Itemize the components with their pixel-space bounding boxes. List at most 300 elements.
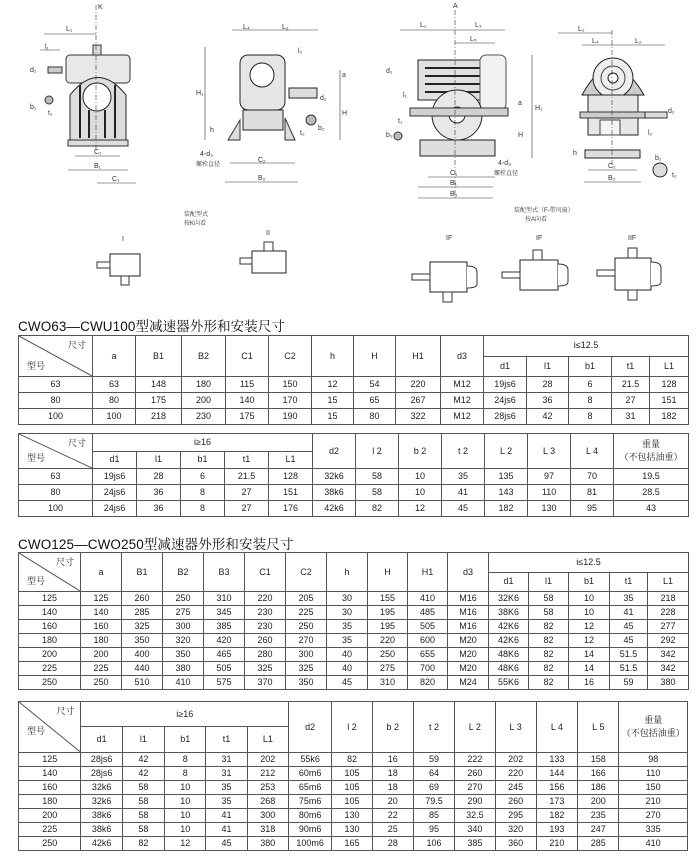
table-cell: M12 xyxy=(441,393,484,409)
label-t1-b: t₁ xyxy=(398,118,403,125)
col-header: B1 xyxy=(122,553,163,592)
table-cell: 700 xyxy=(408,662,448,676)
table-cell: 82 xyxy=(122,837,164,851)
table1-corner-cell xyxy=(19,336,93,377)
table-cell: 82 xyxy=(529,676,569,690)
label-B1-a: B₁ xyxy=(94,163,102,170)
table-cell: 350 xyxy=(122,634,163,648)
table-cell: 300 xyxy=(163,620,204,634)
table-cell: 150 xyxy=(619,781,688,795)
table-cell: 42k6 xyxy=(81,837,122,851)
table-cell: 400 xyxy=(122,648,163,662)
table-cell: 220 xyxy=(368,634,408,648)
table-cell: 90m6 xyxy=(289,823,332,837)
group-header: i≤12.5 xyxy=(489,553,689,573)
model-cell: 250 xyxy=(19,676,81,690)
sub-header: L1 xyxy=(648,572,689,592)
table-cell: 10 xyxy=(165,795,206,809)
sub-header: b1 xyxy=(569,356,612,377)
table-cell: 45 xyxy=(206,837,247,851)
corner-dimension-label: 尺寸 xyxy=(56,706,75,716)
table-cell: 245 xyxy=(495,781,536,795)
corner-dimension-label: 尺寸 xyxy=(67,438,86,448)
table-cell: 176 xyxy=(269,501,313,517)
table-cell: 275 xyxy=(368,662,408,676)
table3-corner-cell xyxy=(19,553,81,592)
table-cell: 12 xyxy=(399,501,442,517)
col-header: L 2 xyxy=(455,702,495,753)
label-H1-b: H₁ xyxy=(535,105,543,112)
label-d3-a: 4-d₃ xyxy=(200,151,213,158)
col-header: l 2 xyxy=(356,434,399,469)
table-cell: 21.5 xyxy=(225,469,269,485)
table-cell: 59 xyxy=(413,753,454,767)
table-cell: 18 xyxy=(372,767,413,781)
table-cell: 38k6 xyxy=(81,823,122,837)
label-L2-d: L₂ xyxy=(578,26,585,33)
table-cell: 82 xyxy=(529,620,569,634)
table-cell: 58 xyxy=(122,809,164,823)
corner-model-label: 型号 xyxy=(27,361,46,371)
label-K: K xyxy=(98,4,103,11)
table-cell: 27 xyxy=(225,485,269,501)
table-cell: 82 xyxy=(529,662,569,676)
label-C2-d: C₂ xyxy=(608,163,616,170)
table-cell: 110 xyxy=(619,767,688,781)
table-cell: 440 xyxy=(122,662,163,676)
table-row xyxy=(19,469,689,485)
table-cell: 105 xyxy=(332,795,372,809)
table-cell: 485 xyxy=(408,606,448,620)
table-row xyxy=(19,501,689,517)
table-cell: 106 xyxy=(413,837,454,851)
label-C2-a: C₂ xyxy=(258,157,266,164)
table-cell: 158 xyxy=(578,753,619,767)
model-cell: 125 xyxy=(19,592,81,606)
table-cell: M24 xyxy=(448,676,489,690)
table-cell: 212 xyxy=(247,767,288,781)
sub-header: t1 xyxy=(610,572,648,592)
table-cell: 27 xyxy=(612,393,650,409)
table-cell: 38K6 xyxy=(489,606,529,620)
label-t2-d: t₂ xyxy=(672,172,677,179)
table-cell: 22 xyxy=(372,809,413,823)
table-cell: 100 xyxy=(93,409,136,425)
table-cell: 250 xyxy=(286,620,327,634)
table-cell: 12 xyxy=(569,620,610,634)
model-cell: 200 xyxy=(19,648,81,662)
table-cell: 320 xyxy=(163,634,204,648)
table-cell: 370 xyxy=(245,676,286,690)
table-cell: 42K6 xyxy=(489,634,529,648)
table-cell: 225 xyxy=(286,606,327,620)
table-row xyxy=(19,409,689,425)
table-cell: 350 xyxy=(286,676,327,690)
table-cell: 43 xyxy=(614,501,689,517)
table2 xyxy=(18,433,689,517)
table-cell: 410 xyxy=(619,837,688,851)
table-cell: 48K6 xyxy=(489,648,529,662)
label-bolt-a: 螺栓直径 xyxy=(196,162,221,168)
table-cell: 42 xyxy=(122,767,164,781)
table-row xyxy=(19,795,688,809)
table-cell: 65m6 xyxy=(289,781,332,795)
weight-label: 重量 xyxy=(644,715,663,725)
weight-note: （不包括油重） xyxy=(621,728,685,738)
table-cell: 342 xyxy=(648,662,689,676)
mount-note-k-1: 装配型式 xyxy=(184,212,209,218)
table-cell: 200 xyxy=(578,795,619,809)
table-cell: 325 xyxy=(122,620,163,634)
table-cell: 51.5 xyxy=(610,662,648,676)
table-cell: 65 xyxy=(354,393,396,409)
sub-header: l1 xyxy=(122,727,164,753)
table-cell: 32.5 xyxy=(455,809,495,823)
table-cell: 247 xyxy=(578,823,619,837)
table-cell: 97 xyxy=(528,469,571,485)
label-d1-a: d₁ xyxy=(30,67,37,74)
table-cell: 35 xyxy=(327,634,368,648)
mounting-diagrams xyxy=(97,242,661,302)
table-cell: 12 xyxy=(312,377,354,393)
table-cell: 41 xyxy=(610,606,648,620)
table-cell: 410 xyxy=(163,676,204,690)
label-C1-a: C₁ xyxy=(94,149,102,156)
table-cell: M12 xyxy=(441,377,484,393)
table3-title: CWO125—CWO250型减速器外形和安装尺寸 xyxy=(18,537,294,552)
table-cell: 28js6 xyxy=(81,753,122,767)
table-cell: 218 xyxy=(136,409,182,425)
table-cell: 10 xyxy=(569,606,610,620)
table-cell: 505 xyxy=(204,662,245,676)
table-cell: 228 xyxy=(648,606,689,620)
col-header: L 3 xyxy=(495,702,536,753)
table-cell: 19.5 xyxy=(614,469,689,485)
table-cell: 166 xyxy=(578,767,619,781)
table-row xyxy=(19,634,689,648)
mount-label-II: II xyxy=(266,230,270,237)
table-cell: 64 xyxy=(413,767,454,781)
sub-header: b1 xyxy=(165,727,206,753)
label-d3-b: 4-d₃ xyxy=(498,160,511,167)
table-cell: 655 xyxy=(408,648,448,662)
table-row xyxy=(19,648,689,662)
table-cell: 18 xyxy=(372,781,413,795)
table-cell: 15 xyxy=(312,409,354,425)
table-cell: 58 xyxy=(122,823,164,837)
label-L1-b: L₁ xyxy=(420,22,427,29)
sub-header: L1 xyxy=(247,727,288,753)
table-cell: 128 xyxy=(269,469,313,485)
sub-header: l1 xyxy=(137,451,181,469)
table-cell: 80 xyxy=(93,393,136,409)
table-cell: 36 xyxy=(137,485,181,501)
table-cell: 235 xyxy=(578,809,619,823)
technical-drawings xyxy=(0,0,700,305)
table-cell: 80m6 xyxy=(289,809,332,823)
table-cell: 69 xyxy=(413,781,454,795)
drawing-side-view-small xyxy=(205,30,340,182)
table-cell: 218 xyxy=(648,592,689,606)
table-cell: 75m6 xyxy=(289,795,332,809)
col-header: a xyxy=(81,553,122,592)
model-cell: 80 xyxy=(19,485,93,501)
table-cell: 310 xyxy=(368,676,408,690)
table-cell: 200 xyxy=(182,393,226,409)
sub-header: l1 xyxy=(527,356,569,377)
table4-corner-cell xyxy=(19,702,81,753)
table-cell: 58 xyxy=(122,781,164,795)
table-row xyxy=(19,592,689,606)
table-cell: 420 xyxy=(204,634,245,648)
model-cell: 160 xyxy=(19,620,81,634)
table-cell: 41 xyxy=(206,823,247,837)
weight-header xyxy=(619,702,688,753)
table-cell: 320 xyxy=(495,823,536,837)
table-cell: 55K6 xyxy=(489,676,529,690)
table-cell: 35 xyxy=(442,469,485,485)
mount-label-IIF: IF xyxy=(536,235,543,242)
table-cell: 31 xyxy=(206,767,247,781)
table-cell: 222 xyxy=(455,753,495,767)
table-cell: 24js6 xyxy=(93,501,137,517)
table-cell: 151 xyxy=(650,393,689,409)
sub-header: L1 xyxy=(650,356,689,377)
drawing-side-view-large xyxy=(558,30,667,182)
label-bolt-b: 螺栓直径 xyxy=(494,171,519,177)
model-cell: 125 xyxy=(19,753,81,767)
model-cell: 180 xyxy=(19,634,81,648)
table-cell: 28js6 xyxy=(81,767,122,781)
table-cell: 105 xyxy=(332,781,372,795)
table-cell: 575 xyxy=(204,676,245,690)
table-cell: 230 xyxy=(245,620,286,634)
col-header: B3 xyxy=(204,553,245,592)
table-cell: 19js6 xyxy=(93,469,137,485)
table-cell: 20 xyxy=(372,795,413,809)
label-b2-d: b₂ xyxy=(655,155,662,162)
weight-note: （不包括油重） xyxy=(619,452,683,462)
label-b2-a: b₂ xyxy=(318,125,325,132)
col-header: B1 xyxy=(136,336,182,377)
table-row xyxy=(19,767,688,781)
label-H1-a: H₁ xyxy=(196,90,204,97)
corner-model-label: 型号 xyxy=(27,726,46,736)
table-cell: 345 xyxy=(204,606,245,620)
table-cell: 151 xyxy=(269,485,313,501)
table-cell: 285 xyxy=(122,606,163,620)
table-cell: 30 xyxy=(327,592,368,606)
table-cell: 38k6 xyxy=(313,485,356,501)
table-cell: 8 xyxy=(181,501,225,517)
sub-header: d1 xyxy=(93,451,137,469)
table1 xyxy=(18,335,689,425)
table-cell: 38k6 xyxy=(81,809,122,823)
table-cell: 45 xyxy=(327,676,368,690)
table-cell: 105 xyxy=(332,767,372,781)
model-cell: 160 xyxy=(19,781,81,795)
table-cell: 193 xyxy=(536,823,577,837)
table1-title: CWO63—CWU100型减速器外形和安装尺寸 xyxy=(18,319,286,334)
table-cell: 98 xyxy=(619,753,688,767)
table-cell: 8 xyxy=(569,409,612,425)
col-header: L 3 xyxy=(528,434,571,469)
table-cell: M16 xyxy=(448,620,489,634)
table-cell: 15 xyxy=(312,393,354,409)
label-b1-a: b₁ xyxy=(30,104,37,111)
group-header: i≥16 xyxy=(93,434,313,452)
sub-header: t1 xyxy=(206,727,247,753)
table-row xyxy=(19,620,689,634)
table-cell: 35 xyxy=(327,620,368,634)
table-cell: 410 xyxy=(408,592,448,606)
col-header: H xyxy=(368,553,408,592)
table-cell: 35 xyxy=(610,592,648,606)
table-cell: 32k6 xyxy=(81,781,122,795)
table-cell: 36 xyxy=(527,393,569,409)
model-cell: 80 xyxy=(19,393,93,409)
mount-label-IF: IF xyxy=(446,235,453,242)
model-cell: 180 xyxy=(19,795,81,809)
table-cell: 35 xyxy=(206,795,247,809)
label-H-b: H xyxy=(518,132,524,139)
table-cell: 42 xyxy=(122,753,164,767)
table-cell: 58 xyxy=(356,485,399,501)
table-cell: 173 xyxy=(536,795,577,809)
table-cell: 42k6 xyxy=(313,501,356,517)
table4 xyxy=(18,701,688,851)
table-cell: 51.5 xyxy=(610,648,648,662)
col-header: t 2 xyxy=(442,434,485,469)
table-cell: 186 xyxy=(578,781,619,795)
table-cell: 28 xyxy=(372,837,413,851)
table-cell: 100m6 xyxy=(289,837,332,851)
table-cell: M20 xyxy=(448,634,489,648)
label-B2-d: B₂ xyxy=(608,175,616,182)
table-row xyxy=(19,753,688,767)
table-cell: 230 xyxy=(245,606,286,620)
table-cell: 260 xyxy=(245,634,286,648)
table-cell: 32k6 xyxy=(81,795,122,809)
model-cell: 100 xyxy=(19,409,93,425)
table-cell: 130 xyxy=(332,809,372,823)
table-cell: 80 xyxy=(354,409,396,425)
table-cell: 210 xyxy=(536,837,577,851)
table-cell: 95 xyxy=(571,501,614,517)
table-cell: 45 xyxy=(610,620,648,634)
table-cell: 85 xyxy=(413,809,454,823)
table-cell: 10 xyxy=(399,485,442,501)
label-h-d: h xyxy=(573,150,577,157)
label-t1-a: t₁ xyxy=(48,110,53,117)
table-row xyxy=(19,781,688,795)
sub-header: l1 xyxy=(529,572,569,592)
table-cell: M20 xyxy=(448,648,489,662)
weight-label: 重量 xyxy=(642,439,661,449)
table-cell: 31 xyxy=(612,409,650,425)
label-C1-c: C₁ xyxy=(450,170,458,177)
label-B1-c: B₁ xyxy=(450,180,458,187)
table-cell: 25 xyxy=(372,823,413,837)
table-cell: 135 xyxy=(485,469,528,485)
corner-model-label: 型号 xyxy=(27,453,46,463)
table-cell: 133 xyxy=(536,753,577,767)
table-cell: 250 xyxy=(81,676,122,690)
label-t2-a: t₂ xyxy=(300,130,305,137)
sub-header: b1 xyxy=(181,451,225,469)
table-cell: 820 xyxy=(408,676,448,690)
table-row xyxy=(19,823,688,837)
mount-label-IIIF: IIF xyxy=(628,235,637,242)
table-cell: 8 xyxy=(181,485,225,501)
sub-header: b1 xyxy=(569,572,610,592)
label-L2-d2: L₂ xyxy=(635,38,642,45)
table-cell: 110 xyxy=(528,485,571,501)
table-cell: 180 xyxy=(81,634,122,648)
table-cell: 200 xyxy=(81,648,122,662)
label-d2-d: d₂ xyxy=(668,108,675,115)
model-cell: 140 xyxy=(19,767,81,781)
table-cell: 40 xyxy=(327,662,368,676)
table-cell: 82 xyxy=(356,501,399,517)
table-cell: 205 xyxy=(286,592,327,606)
corner-model-label: 型号 xyxy=(27,576,46,586)
table-cell: 310 xyxy=(204,592,245,606)
label-a-b: a xyxy=(518,100,522,107)
table-cell: 253 xyxy=(247,781,288,795)
col-header: C1 xyxy=(245,553,286,592)
table-cell: 220 xyxy=(245,592,286,606)
table-cell: 82 xyxy=(332,753,372,767)
label-a-a: a xyxy=(342,72,346,79)
table-cell: 58 xyxy=(529,592,569,606)
table-cell: 175 xyxy=(136,393,182,409)
table-cell: 250 xyxy=(368,648,408,662)
table3 xyxy=(18,552,689,690)
label-d1-b: d₁ xyxy=(386,68,393,75)
model-cell: 63 xyxy=(19,469,93,485)
col-header: L 2 xyxy=(485,434,528,469)
table-cell: 260 xyxy=(495,795,536,809)
table-cell: 277 xyxy=(648,620,689,634)
table-cell: 42K6 xyxy=(489,620,529,634)
sub-header: d1 xyxy=(489,572,529,592)
drawing-front-view-small xyxy=(40,5,136,183)
label-d2-a: d₂ xyxy=(320,95,327,102)
label-l1-a: l₁ xyxy=(45,44,49,51)
table-cell: 260 xyxy=(455,767,495,781)
table-cell: 165 xyxy=(332,837,372,851)
table-cell: 318 xyxy=(247,823,288,837)
table-cell: 59 xyxy=(610,676,648,690)
table-cell: 21.5 xyxy=(612,377,650,393)
table-cell: 325 xyxy=(245,662,286,676)
table-cell: 8 xyxy=(569,393,612,409)
mount-note-k-2: 按K向看 xyxy=(184,221,207,227)
model-cell: 140 xyxy=(19,606,81,620)
table-cell: 130 xyxy=(528,501,571,517)
table-cell: 195 xyxy=(368,606,408,620)
table-cell: 115 xyxy=(226,377,269,393)
table-cell: 54 xyxy=(354,377,396,393)
table-cell: 210 xyxy=(619,795,688,809)
table-cell: 290 xyxy=(455,795,495,809)
table-cell: 260 xyxy=(122,592,163,606)
table-cell: 70 xyxy=(571,469,614,485)
model-cell: 225 xyxy=(19,662,81,676)
mount-label-I: I xyxy=(122,236,124,243)
table-cell: 180 xyxy=(182,377,226,393)
